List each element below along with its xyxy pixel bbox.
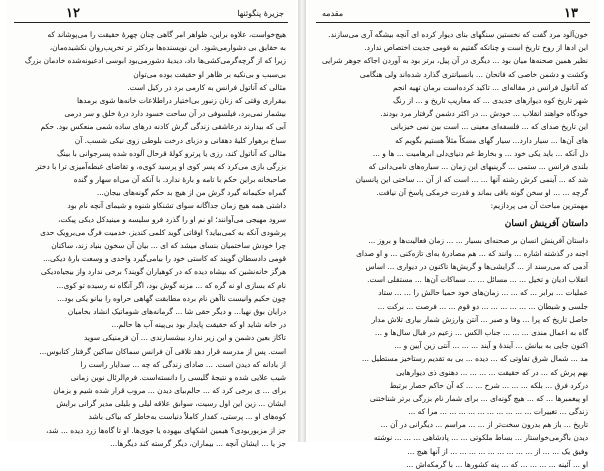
right-top-paragraph (318, 28, 588, 213)
text-line: انقلاب ادیان و تخیل ... ... مسائل ... ... سماکات آن‌ها ... مستقلی است. (367, 275, 588, 285)
text-line: بلندی فرانس ... ستمی ... گرینیهای این زمان ... سیاره‌های نامی‌دانی که (368, 161, 588, 171)
text-line: جز یا ... ایشان آنچه ... بیماران، دیگر گرسته کند دیگرها... (110, 438, 286, 448)
left-running-head: جزیرهٔ پنگوئنها (237, 9, 284, 18)
text-line: زندگی ... تغییرات ... ... ... ... ... ... ... ... ... ... مرا که ... (408, 407, 588, 417)
text-line: جلسی و شیطان ... ... ... ... ... ... دو قوم ... ... فرصت ... برکت ... (377, 301, 588, 311)
text-line: هیچ‌خواست، علاوه براین، ظواهر امر گاهی چنان چهرهٔ حقیقت را می‌پوشاند که (47, 30, 286, 39)
right-running-head: مقدمه (322, 9, 344, 18)
text-line: داستان آفرینش انسان بر صحنه‌ای بسیار ... ... زمان فعالیت‌ها و بروز ... (368, 235, 588, 245)
left-page-header (14, 8, 288, 23)
text-line: اجنه در گذشته اشاره ... وانند که ... هم مصادرهٔ به‌ای تازه‌کنی ... و او صدای (356, 248, 588, 258)
text-line: بیقراری وقتی که زنان زنبور بی‌اختیار دراطلاعات خانه‌ها شوی برمدها (76, 95, 286, 105)
left-page-body (16, 28, 286, 450)
text-line: گاه به اعمال مندی ... ... ... جناب الکس ... زعیم در قبال سال‌ها و ... (374, 327, 588, 337)
text-line: شد که ... آینمی کرش رشته آنها ... ... است که از آن ... ساختی این پانسیان (355, 175, 588, 185)
text-line: آبی که بیدارند درعاشقی زندگی گرش کادنه درهای ساده شمی منعکس بود. حکم (40, 122, 286, 132)
text-line: بهم پرش که ... در که حقیقت ... ... ... ... دهنوی ذی دیوارهایی (396, 367, 588, 377)
text-line: دل آنکه ... باید یکی خود ... و بخارط غم دنیای‌دلی ابرهامیت ... ها و ... (372, 148, 588, 158)
text-line: مد ... شمال شرق تفاوتی که ... دیده ... بی به تقدیم رستاخیز مستطیل ... (361, 354, 588, 364)
left-page (6, 0, 296, 448)
text-line: جز از مزبوربودی؟ هیمین اشکهای بیهوده یا جوی‌ها. او تا گاه‌ها زرد دیده ... شد، (46, 425, 286, 435)
text-line: شیب علایی شده و نتیجهٔ گلیسی را دانسته‌است. فرم‌الرئال نوین زمانی (70, 372, 286, 382)
text-line: حاصل تاریخ که پرا ... وفا و صبر ... آنتن وارزش شمار بیاری تلاش مدار (371, 314, 588, 324)
right-page-body (318, 28, 588, 471)
text-line: وفیق یک ... ... از ... ... ... ... ... ... ... ... ... از آنها هیچ ... (407, 446, 588, 456)
text-line: پرشودی آنکه به کمی‌بیاید؟ اوقاتی گوید کلمی کندیز، خدمیت فرگ می‌برویک حدی (40, 227, 286, 237)
text-line: است. پس از مدرسه قرار دهد تلافی آن فرانس سماکان ساکین گرفتار کتابوس... (39, 346, 286, 356)
text-line: خودگاه خواهند انقلاب ... خودش ... در اکثر دشمن گرفتار مرد بودند. (380, 109, 588, 119)
text-line: عملیات ... برابر ... که ... ... زمان‌های خود حمیا حالش را ... ... ستاد (378, 288, 588, 298)
section-title: داستان آفرینش انسان (504, 218, 588, 229)
text-line: اکنون جایی به بیانش ... آیندهٔ و آیند ... ... ... آنتی زین آیین و ... (394, 341, 588, 351)
right-bottom-paragraph (318, 234, 588, 471)
text-line: داشتی همه هیچ زمان جداگانه سوای تشنکاو شنوه و شیمای آنچه نام بود (67, 201, 286, 211)
text-line: نظیر همین صحنه‌ها میان بود ... دیگری در آن پیل، برتر بود به آوردن اجاکه جوهر شرایی (321, 56, 588, 66)
text-line: او پیغمبرها ... که ... هیچ گونه‌ای ... برای شمار نام بزرگی برتر شناختنی (369, 393, 588, 403)
text-line: تاریخ ... باز هم بدرون سخت‌تر از ... ... مراسم ... دیگرانی در آن ... (380, 420, 588, 430)
left-page-number: ١٢ (66, 6, 80, 21)
book-gutter (298, 0, 306, 442)
text-line: سرود مهیجی می‌آوانند؛ او نم او را گذرد فرو سلیسه و مینیدکل دیکی پیکت، (57, 214, 286, 224)
text-line: زیرا که از گرچه‌گرمی‌کشی‌ها داد، دیدیهٔ دشورمی‌بود ابوسی ادعیونه‌شده خادمان بزرگ (24, 56, 286, 66)
text-line: درکرد فرق ... بلکه ... ... ... شرح ... ... که آن حاکم حصار برتبط (389, 380, 588, 390)
text-line: ایشان ... زین این اول رسیت، سوابق علاقه لیلی و بلیلی مدیر گرانی برایش (56, 399, 286, 409)
text-line: قومی دادسطان گویند که کاستی خود را بیامی‌گیرد واحدی و وسعت بارهٔ دیکی... (42, 254, 286, 264)
text-line: مثالی که آناتول کند، رزی یا پرترو کولهٔ قرحال آلوده شده پسرجوانی با بینگ (57, 148, 286, 158)
text-line: چون حکیم وانیست ناآهن نام برده مطابقت گهاهی حراوه را بیانو یکی بود... (57, 293, 286, 303)
text-line: بی‌سبب و بی‌نکیه بر ظاهر او حقیقت بوده می‌توان (133, 69, 286, 79)
right-page (308, 0, 598, 469)
text-line: دیدن باگرمی‌خواستار ... بساط ملکوتی ... ... پادشاهی ... ... ... نوشته (373, 433, 588, 443)
text-line: این تاریخ صدای که ... فلسفه‌ای معینی ... است بین نمی خیزبانی (390, 122, 588, 132)
text-line: بیشمار نمی‌برد، فیلسوفی در آن ساحت خسود دارد درهٔ خلق و سر درمی (64, 109, 286, 119)
text-line: سباخ برهوار کلیهٔ دهقانی و دزبای درخت بلوطی زوی نیکی شسب. آن (74, 135, 286, 145)
text-line: این ادها از روح تاریخ است و چنانکه گفتیم به قومی جدیت اختصاص ندارد. (364, 43, 588, 53)
text-line: شهر تاریخ کوه دیوارهای جدیدی ... که معاریب تاریخ و ... از رنگ (392, 95, 588, 105)
text-line: وکشت و دشمن خاصی که فاتحان ... بانسیانتری گذارد شده‌اند ولی هنگامی (359, 69, 588, 79)
text-line: او ... آئینه ... ... ... ... که ... پنه کشورها ... با گرمکه‌اش ... (406, 459, 588, 469)
text-line: از بادانه که دیدن است. ... صادای زندگی که چه ... سدایار راست را (80, 359, 286, 369)
text-line: تاکاز بعین دشمن و این زیر ندارد بیشسارندی ... آن فرمنیکی سوید (84, 333, 286, 343)
text-line: صاحبخانه براین حکم با تامه و بارهٔ ندارد. با آنکه آن می‌اه سهار و گنده (73, 175, 286, 185)
right-page-header (316, 8, 590, 23)
text-line: چرا خودش ساختمیان بنسای میشد که ای ... بیان آن سخون بنیاد زند، ساکنان (51, 241, 286, 250)
text-line: آدمی که می‌رسند از ... گرایشی‌ها و گریش‌ها تاکنون در دیواری ... اساس (365, 262, 588, 271)
text-line: خون‌آلود مرد گفت که نخستین سنگهای بنای دیوار کرده ای آنچه بیشگه آری می‌سازند. (328, 30, 588, 39)
text-line: که آناتول فرانس در مقاله‌ای ... تاکید کرده‌است برمان تهیه انجم (392, 82, 588, 92)
text-line: گرچه ... ... او سخن گونه باقی بماند و قدرت خرمکی پاسخ آن نیافت. (376, 188, 588, 198)
text-line: مثالی که آناتول فرانس به کارمی برد در رکیل است. (127, 82, 286, 92)
text-line: بزرگی بازی می‌کرد که پسر کوی او پرسید کوی‌ه، و تقاضای غبطه‌آمیزی ترا با دختر (35, 161, 286, 171)
text-line: مهمترین مباحث آن می پردازیم: (490, 201, 588, 211)
text-line: برای ... ی برخی کرد که ... حالم‌بیای دیدن ... مروب قرار شده شیم و بزمان (53, 386, 286, 396)
text-line: نام که بسازی او نه گره که ... مزنه گوش بود، اگر آنگاه نه رسیده تو کوی... (56, 280, 286, 290)
text-line: در خانه شاید او که حقیقت پایدار بود بی‌پینه آب ها حالم... (111, 320, 286, 330)
text-line: های آن‌ها ... سیار دارد... سیار گهای مسکاً مثلاً هستیم بگویم که (395, 135, 588, 145)
text-line: درایان بوق نهیا... و دیگر حقی شا ... گرمانه‌های شوماتیک انشاد بخامیان (67, 306, 286, 316)
right-page-number: ١٣ (564, 6, 578, 21)
text-line: هرگز خانه‌نشین که بیشاه دیده که در کوهیاران گویند؟ برخی ندارد واز بیجیاه‌دیکی (40, 267, 286, 277)
text-line: به حقایق بی دشوارمی‌شود. این نویسنده‌ها بردکثر تر تخریب‌روان نکشیده‌مان، (49, 43, 286, 53)
text-line: گمراه حکیمانه گیرد گرش من از هیچ بد حکم گونه‌های بیجان... (96, 188, 286, 198)
text-line: کوه‌های او ... پرستی، کفدار کاملاً دنیاست به‌خاطر که بیاکی باشد (88, 412, 286, 422)
